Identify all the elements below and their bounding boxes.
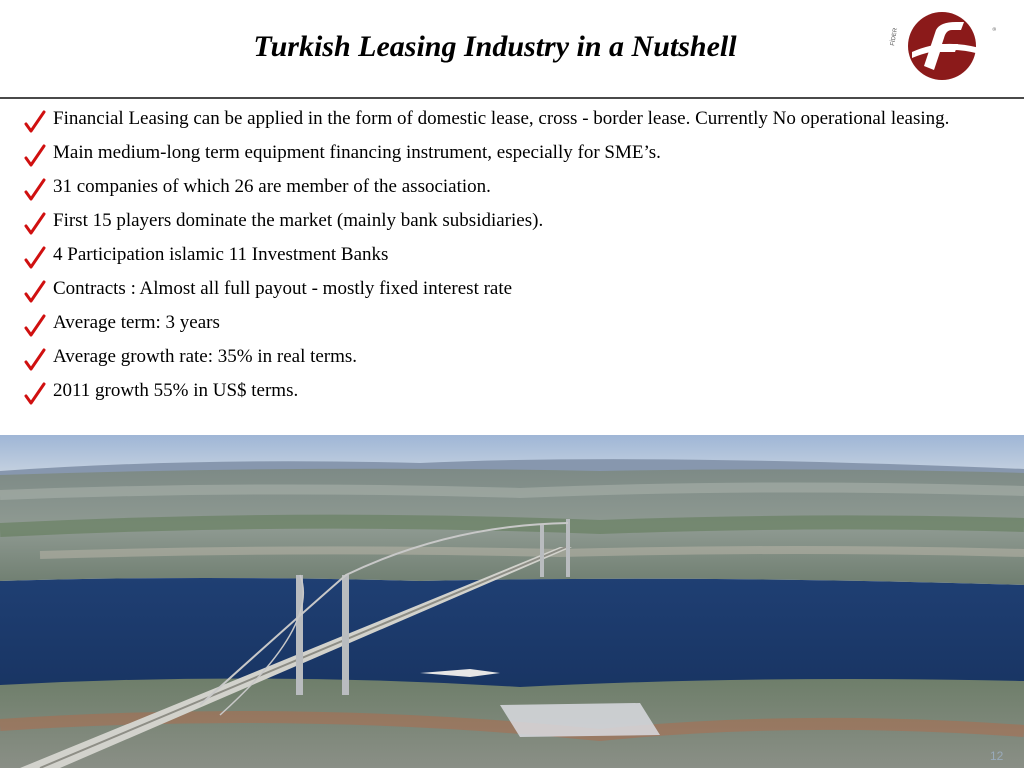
check-icon xyxy=(24,110,46,134)
bullet-text: 4 Participation islamic 11 Investment Banks xyxy=(53,244,389,265)
svg-text:®: ® xyxy=(990,26,998,33)
slide-number: 12 xyxy=(990,749,1004,763)
fider-logo xyxy=(884,8,1004,88)
list-item xyxy=(24,170,1014,204)
check-icon xyxy=(24,144,46,168)
list-item xyxy=(24,102,1014,136)
bullet-text: Contracts : Almost all full payout - mostly fixed interest rate xyxy=(53,278,513,299)
bullet-text: 2011 growth 55% in US$ terms. xyxy=(53,380,299,401)
list-item xyxy=(24,136,1014,170)
bullet-text: Average growth rate: 35% in real terms. xyxy=(53,346,358,367)
title-divider xyxy=(0,97,1024,99)
svg-text:FİDER: FİDER xyxy=(890,27,900,47)
check-icon xyxy=(24,212,46,236)
bullet-text: First 15 players dominate the market (mainly bank subsidiaries). xyxy=(53,210,544,231)
check-icon xyxy=(24,280,46,304)
list-item xyxy=(24,238,1014,272)
bullet-text: Main medium-long term equipment financing instrument, especially for SME’s. xyxy=(53,142,661,163)
check-icon xyxy=(24,382,46,406)
list-item xyxy=(24,340,1014,374)
check-icon xyxy=(24,178,46,202)
list-item xyxy=(24,306,1014,340)
bullet-text: Average term: 3 years xyxy=(53,312,220,333)
list-item xyxy=(24,204,1014,238)
check-icon xyxy=(24,348,46,372)
bullet-text: 31 companies of which 26 are member of the association. xyxy=(53,176,491,197)
bosphorus-bridge-photo xyxy=(0,435,1024,768)
list-item xyxy=(24,272,1014,306)
bullet-list xyxy=(24,102,1014,408)
check-icon xyxy=(24,246,46,270)
bullet-text: Financial Leasing can be applied in the form of domestic lease, cross - border lease. Currently No operational leasing. xyxy=(53,108,950,129)
list-item xyxy=(24,374,1014,408)
slide-title: Turkish Leasing Industry in a Nutshell xyxy=(253,30,737,63)
check-icon xyxy=(24,314,46,338)
